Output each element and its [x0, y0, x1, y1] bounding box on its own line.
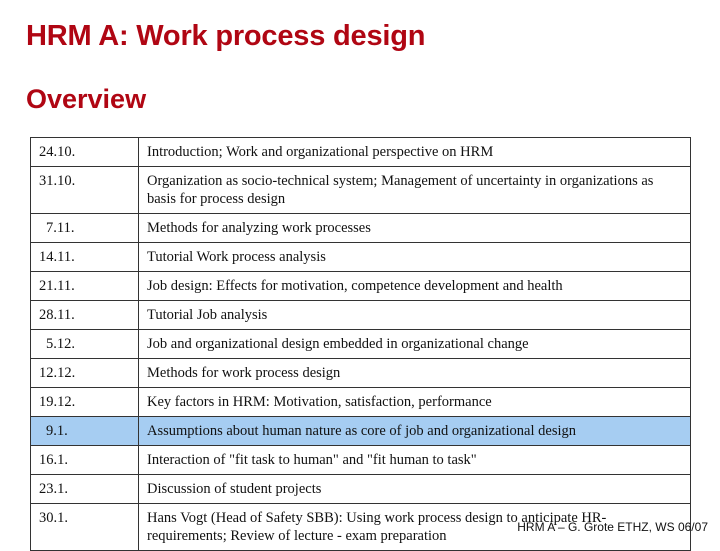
topic-cell: Hans Vogt (Head of Safety SBB): Using work process design to anticipate HR-requirements; Review of lecture - exam preparation: [139, 504, 691, 551]
topic-cell: Methods for work process design: [139, 359, 691, 388]
date-cell: 7.11.: [31, 214, 139, 243]
table-row-highlighted: [31, 417, 691, 446]
table-row: [31, 138, 691, 167]
topic-cell: Discussion of student projects: [139, 475, 691, 504]
topic-cell: Introduction; Work and organizational perspective on HRM: [139, 138, 691, 167]
page-subtitle: Overview: [26, 84, 147, 114]
table-row: [31, 243, 691, 272]
table-row: [31, 214, 691, 243]
table-row: [31, 330, 691, 359]
topic-cell: Methods for analyzing work processes: [139, 214, 691, 243]
date-cell: 24.10.: [31, 138, 139, 167]
topic-cell: Assumptions about human nature as core of job and organizational design: [139, 417, 691, 446]
topic-cell: Job design: Effects for motivation, competence development and health: [139, 272, 691, 301]
table-row: [31, 359, 691, 388]
topic-cell: Tutorial Work process analysis: [139, 243, 691, 272]
table-row: [31, 272, 691, 301]
date-cell: 19.12.: [31, 388, 139, 417]
topic-cell: Job and organizational design embedded in organizational change: [139, 330, 691, 359]
table-row: [31, 167, 691, 214]
date-cell: 16.1.: [31, 446, 139, 475]
date-cell: 30.1.: [31, 504, 139, 551]
topic-cell: Organization as socio-technical system; Management of uncertainty in organizations as basis for process design: [139, 167, 691, 214]
topic-cell: Interaction of "fit task to human" and "fit human to task": [139, 446, 691, 475]
table-row: [31, 475, 691, 504]
table-row: [31, 301, 691, 330]
date-cell: 31.10.: [31, 167, 139, 214]
date-cell: 5.12.: [31, 330, 139, 359]
topic-cell: Key factors in HRM: Motivation, satisfaction, performance: [139, 388, 691, 417]
table-row: [31, 446, 691, 475]
date-cell: 14.11.: [31, 243, 139, 272]
topic-cell: Tutorial Job analysis: [139, 301, 691, 330]
date-cell: 28.11.: [31, 301, 139, 330]
page-title: HRM A: Work process design: [26, 20, 426, 52]
date-cell: 9.1.: [31, 417, 139, 446]
date-cell: 21.11.: [31, 272, 139, 301]
schedule-table: [30, 137, 691, 551]
date-cell: 12.12.: [31, 359, 139, 388]
date-cell: 23.1.: [31, 475, 139, 504]
footer-credit: HRM A – G. Grote ETHZ, WS 06/07: [517, 520, 708, 534]
table-row: [31, 388, 691, 417]
